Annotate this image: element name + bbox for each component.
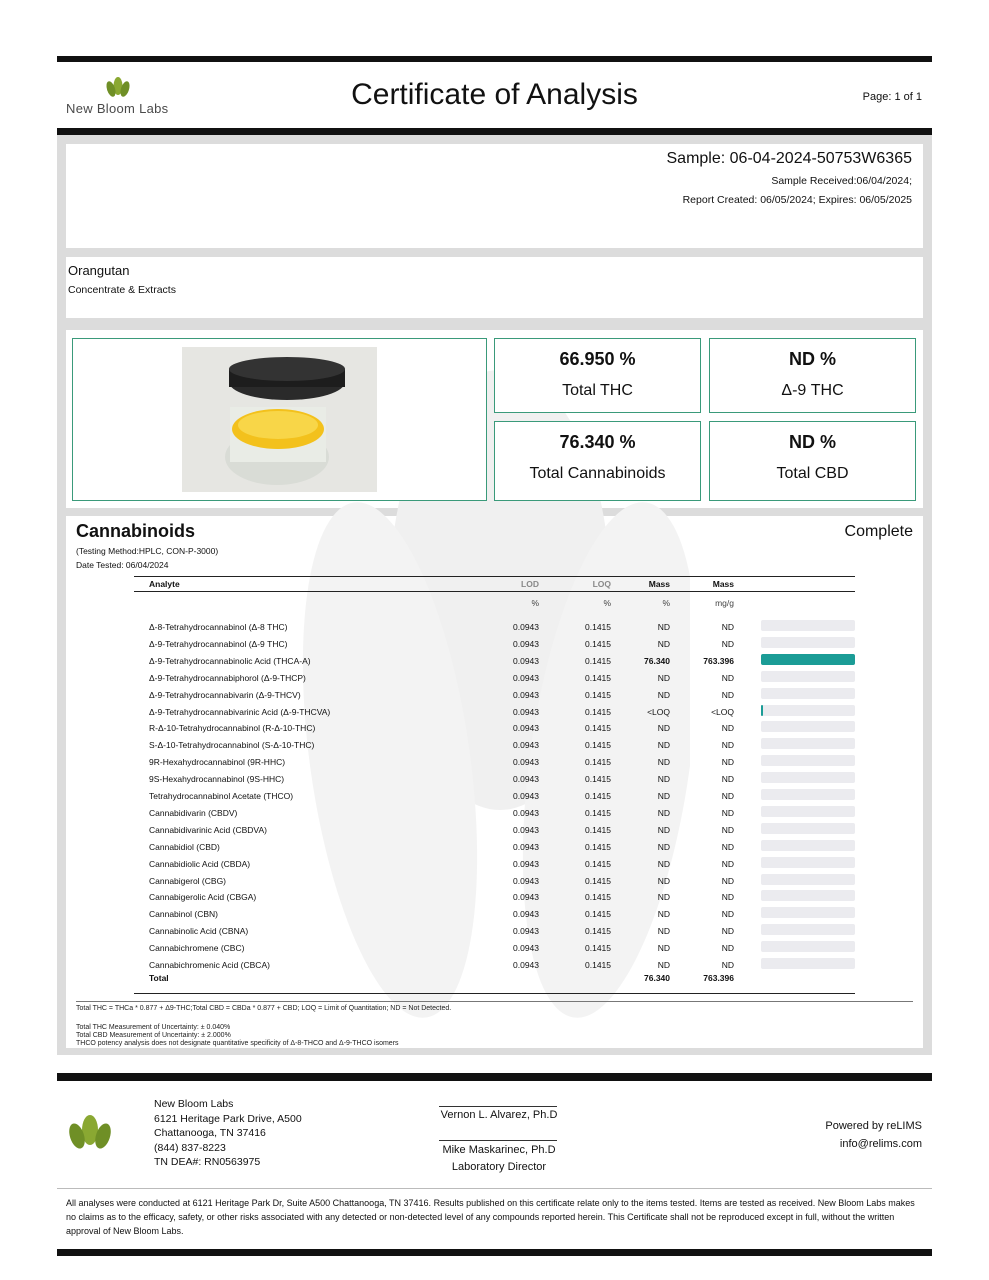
d9-thc-label: Δ-9 THC — [781, 382, 844, 399]
level-bar — [761, 705, 855, 716]
header-mass-pct: Mass — [648, 579, 670, 589]
lod-value: 0.0943 — [513, 960, 539, 970]
level-bar — [761, 721, 855, 732]
mass-mg-value: ND — [721, 858, 734, 869]
address-line: (844) 837-8223 — [154, 1141, 226, 1154]
powered-by — [825, 1117, 922, 1153]
mass-pct-value: ND — [657, 824, 670, 835]
lod-value: 0.0943 — [513, 723, 539, 734]
mass-mg-value: 763.396 — [703, 655, 734, 666]
level-bar — [761, 806, 855, 817]
level-bar-fill — [761, 705, 763, 716]
address-line: New Bloom Labs — [154, 1098, 234, 1110]
level-bar — [761, 958, 855, 969]
loq-value: 0.1415 — [585, 757, 611, 768]
total-thc-label: Total THC — [562, 382, 633, 399]
mass-pct-value: ND — [657, 689, 670, 700]
header-analyte: Analyte — [149, 579, 180, 589]
signer-2-title: Laboratory Director — [451, 1161, 547, 1173]
total-cannabinoids-box — [494, 421, 701, 501]
analyte-name: Δ-9-Tetrahydrocannabivarin (Δ-9-THCV) — [149, 689, 301, 700]
level-bar — [761, 738, 855, 749]
section-title: Cannabinoids — [76, 521, 196, 541]
mass-mg-value: ND — [721, 960, 734, 970]
bottom-bar — [57, 1249, 932, 1256]
level-bar — [761, 823, 855, 834]
level-bar — [761, 654, 855, 665]
loq-value: 0.1415 — [585, 706, 611, 717]
loq-value: 0.1415 — [585, 689, 611, 700]
table-bottom-rule — [134, 993, 855, 994]
level-bar — [761, 620, 855, 631]
unit-mass-mg: mg/g — [715, 598, 734, 608]
mass-pct-value: ND — [657, 638, 670, 649]
mass-mg-value: ND — [721, 943, 734, 954]
cbd-uncertainty: Total CBD Measurement of Uncertainty: ± 2.000% — [76, 1032, 231, 1039]
lod-value: 0.0943 — [513, 740, 539, 751]
mass-pct-value: ND — [657, 807, 670, 818]
disclaimer: All analyses were conducted at 6121 Heritage Park Dr, Suite A500 Chattanooga, TN 37416. Results published on this certificate relate only to the items tested. Items are tested as received. New Bloom Labs makes no claims as to the efficacy, safety, or other risks associated with any detected or non-detected level of any compounds reported herein. This Certificate shall not be reproduced except in full, without the written approval of New Bloom Labs. — [66, 1198, 915, 1236]
loq-value: 0.1415 — [585, 841, 611, 852]
loq-value: 0.1415 — [585, 774, 611, 785]
mass-pct-value: ND — [657, 960, 670, 970]
mass-pct-value: ND — [657, 774, 670, 785]
page-number: Page: 1 of 1 — [862, 91, 922, 103]
mass-mg-value: ND — [721, 774, 734, 785]
lod-value: 0.0943 — [513, 824, 539, 835]
loq-value: 0.1415 — [585, 858, 611, 869]
total-cbd-box — [709, 421, 916, 501]
mass-mg-value: ND — [721, 672, 734, 683]
header-loq: LOQ — [592, 579, 611, 589]
mass-mg-value: ND — [721, 622, 734, 632]
level-bar — [761, 874, 855, 885]
product-name: Orangutan — [68, 263, 130, 278]
logo-text: New Bloom Labs — [66, 101, 169, 116]
level-bar — [761, 772, 855, 783]
mass-pct-value: ND — [657, 723, 670, 734]
analyte-name: Cannabinolic Acid (CBNA) — [149, 926, 249, 937]
total-row — [0, 973, 989, 990]
loq-value: 0.1415 — [585, 672, 611, 683]
mass-mg-value: ND — [721, 807, 734, 818]
analyte-name: Cannabidiolic Acid (CBDA) — [149, 858, 251, 869]
total-pct: 76.340 — [644, 973, 670, 983]
total-mg: 763.396 — [703, 973, 734, 983]
d9-thc-value: ND % — [788, 349, 836, 369]
analyte-name: Cannabidiol (CBD) — [149, 841, 220, 852]
total-thc-box — [494, 338, 701, 413]
level-bar — [761, 789, 855, 800]
analyte-name: Cannabichromenic Acid (CBCA) — [149, 960, 270, 970]
unit-loq: % — [603, 598, 611, 608]
report-dates: Report Created: 06/05/2024; Expires: 06/05/2025 — [682, 194, 912, 206]
signature-line-1 — [439, 1106, 557, 1107]
mass-pct-value: <LOQ — [647, 706, 670, 717]
total-cannabinoids-value: 76.340 % — [559, 432, 636, 452]
lod-value: 0.0943 — [513, 689, 539, 700]
address-line: TN DEA#: RN0563975 — [154, 1156, 261, 1169]
mass-pct-value: ND — [657, 909, 670, 920]
loq-value: 0.1415 — [585, 824, 611, 835]
lod-value: 0.0943 — [513, 757, 539, 768]
level-bar-fill — [761, 654, 855, 665]
loq-value: 0.1415 — [585, 740, 611, 751]
mass-pct-value: ND — [657, 841, 670, 852]
mass-pct-value: ND — [657, 757, 670, 768]
loq-value: 0.1415 — [585, 892, 611, 903]
lod-value: 0.0943 — [513, 791, 539, 801]
loq-value: 0.1415 — [585, 791, 611, 801]
analyte-name: 9S-Hexahydrocannabinol (9S-HHC) — [149, 774, 285, 785]
lod-value: 0.0943 — [513, 841, 539, 852]
mass-pct-value: ND — [657, 622, 670, 632]
disclaimer-rule — [57, 1188, 932, 1189]
analyte-name: Δ-9-Tetrahydrocannabivarinic Acid (Δ-9-THCVA) — [149, 706, 331, 717]
level-bar — [761, 857, 855, 868]
footer-top-bar — [57, 1073, 932, 1081]
page-title: Certificate of Analysis — [351, 78, 638, 111]
loq-value: 0.1415 — [585, 638, 611, 649]
mass-pct-value: ND — [657, 892, 670, 903]
mass-pct-value: ND — [657, 791, 670, 801]
level-bar — [761, 941, 855, 952]
loq-value: 0.1415 — [585, 622, 611, 632]
analyte-name: Cannabinol (CBN) — [149, 909, 218, 920]
unit-lod: % — [531, 598, 539, 608]
level-bar — [761, 840, 855, 851]
analyte-name: 9R-Hexahydrocannabinol (9R-HHC) — [149, 757, 286, 768]
loq-value: 0.1415 — [585, 909, 611, 920]
mass-mg-value: ND — [721, 926, 734, 937]
level-bar — [761, 671, 855, 682]
analyte-name: Δ-9-Tetrahydrocannabiphorol (Δ-9-THCP) — [149, 672, 306, 683]
mass-mg-value: ND — [721, 638, 734, 649]
analyte-name: R-Δ-10-Tetrahydrocannabinol (R-Δ-10-THC) — [149, 723, 316, 734]
total-cannabinoids-label: Total Cannabinoids — [529, 465, 666, 482]
notes-rule — [76, 1001, 913, 1002]
testing-method: (Testing Method:HPLC, CON-P-3000) — [76, 546, 219, 556]
product-card — [66, 257, 923, 318]
mass-mg-value: ND — [721, 723, 734, 734]
level-bar — [761, 924, 855, 935]
top-bar — [57, 56, 932, 62]
d9-thc-box — [709, 338, 916, 413]
level-bar — [761, 755, 855, 766]
loq-value: 0.1415 — [585, 807, 611, 818]
mass-pct-value: ND — [657, 875, 670, 886]
loq-value: 0.1415 — [585, 723, 611, 734]
powered-by-text: Powered by reLIMS — [825, 1120, 922, 1132]
lod-value: 0.0943 — [513, 807, 539, 818]
lod-value: 0.0943 — [513, 672, 539, 683]
header-rule — [57, 128, 932, 135]
analyte-name: Cannabigerolic Acid (CBGA) — [149, 892, 257, 903]
sample-received: Sample Received:06/04/2024; — [771, 175, 912, 187]
mass-mg-value: ND — [721, 740, 734, 751]
analyte-name: Cannabigerol (CBG) — [149, 875, 227, 886]
level-bar — [761, 890, 855, 901]
lod-value: 0.0943 — [513, 655, 539, 666]
lod-value: 0.0943 — [513, 875, 539, 886]
lod-value: 0.0943 — [513, 774, 539, 785]
address-line: 6121 Heritage Park Drive, A500 — [154, 1112, 302, 1125]
footer-logo-icon — [66, 1113, 114, 1158]
signer-2: Mike Maskarinec, Ph.D — [442, 1144, 556, 1156]
lod-value: 0.0943 — [513, 638, 539, 649]
mass-mg-value: <LOQ — [711, 706, 734, 717]
mass-mg-value: ND — [721, 791, 734, 801]
analyte-name: Δ-8-Tetrahydrocannabinol (Δ-8 THC) — [149, 622, 288, 632]
mass-mg-value: ND — [721, 689, 734, 700]
lod-value: 0.0943 — [513, 892, 539, 903]
analyte-name: Tetrahydrocannabinol Acetate (THCO) — [149, 791, 294, 801]
table-top-rule — [134, 576, 855, 577]
analyte-name: Cannabidivarin (CBDV) — [149, 807, 238, 818]
header-rule — [134, 591, 855, 592]
lod-value: 0.0943 — [513, 858, 539, 869]
level-bar — [761, 688, 855, 699]
analyte-name: S-Δ-10-Tetrahydrocannabinol (S-Δ-10-THC) — [149, 740, 315, 751]
loq-value: 0.1415 — [585, 875, 611, 886]
total-label: Total — [149, 973, 169, 983]
mass-mg-value: ND — [721, 875, 734, 886]
loq-value: 0.1415 — [585, 960, 611, 970]
status-complete: Complete — [844, 523, 913, 540]
analyte-name: Δ-9-Tetrahydrocannabinol (Δ-9 THC) — [149, 638, 288, 649]
total-cbd-value: ND % — [788, 432, 836, 452]
product-category: Concentrate & Extracts — [68, 284, 176, 296]
total-cbd-label: Total CBD — [776, 465, 849, 482]
signer-1: Vernon L. Alvarez, Ph.D — [440, 1109, 558, 1121]
sample-id: Sample: 06-04-2024-50753W6365 — [666, 150, 912, 167]
level-bar — [761, 637, 855, 648]
lod-value: 0.0943 — [513, 943, 539, 954]
mass-pct-value: ND — [657, 740, 670, 751]
analyte-name: Δ-9-Tetrahydrocannabinolic Acid (THCA-A) — [149, 655, 311, 666]
date-tested: Date Tested: 06/04/2024 — [76, 560, 169, 570]
mass-pct-value: ND — [657, 858, 670, 869]
lod-value: 0.0943 — [513, 706, 539, 717]
mass-pct-value: ND — [657, 943, 670, 954]
product-photo — [182, 347, 377, 492]
total-thc-value: 66.950 % — [559, 349, 636, 369]
mass-pct-value: ND — [657, 672, 670, 683]
mass-mg-value: ND — [721, 892, 734, 903]
lab-address — [154, 1097, 302, 1170]
loq-value: 0.1415 — [585, 943, 611, 954]
signature-line-2 — [439, 1140, 557, 1141]
lod-value: 0.0943 — [513, 926, 539, 937]
mass-pct-value: ND — [657, 926, 670, 937]
mass-pct-value: 76.340 — [644, 655, 670, 666]
mass-mg-value: ND — [721, 824, 734, 835]
address-line: Chattanooga, TN 37416 — [154, 1127, 266, 1140]
unit-mass-pct: % — [662, 598, 670, 608]
header-lod: LOD — [521, 579, 539, 589]
formula-note: Total THC = THCa * 0.877 + Δ9-THC;Total CBD = CBDa * 0.877 + CBD; LOQ = Limit of Quantitation; ND = Not Detected. — [76, 1005, 452, 1012]
thco-note: THCO potency analysis does not designate quantitative specificity of Δ-8-THCO and Δ-9-THCO isomers — [76, 1040, 399, 1047]
mass-mg-value: ND — [721, 909, 734, 920]
mass-mg-value: ND — [721, 841, 734, 852]
level-bar — [761, 907, 855, 918]
analyte-name: Cannabidivarinic Acid (CBDVA) — [149, 824, 267, 835]
thc-uncertainty: Total THC Measurement of Uncertainty: ± 0.040% — [76, 1024, 231, 1031]
loq-value: 0.1415 — [585, 655, 611, 666]
analyte-name: Cannabichromene (CBC) — [149, 943, 245, 954]
contact-email[interactable]: info@relims.com — [839, 1138, 922, 1150]
loq-value: 0.1415 — [585, 926, 611, 937]
lod-value: 0.0943 — [513, 909, 539, 920]
mass-mg-value: ND — [721, 757, 734, 768]
header-mass-mg: Mass — [712, 579, 734, 589]
lod-value: 0.0943 — [513, 622, 539, 632]
